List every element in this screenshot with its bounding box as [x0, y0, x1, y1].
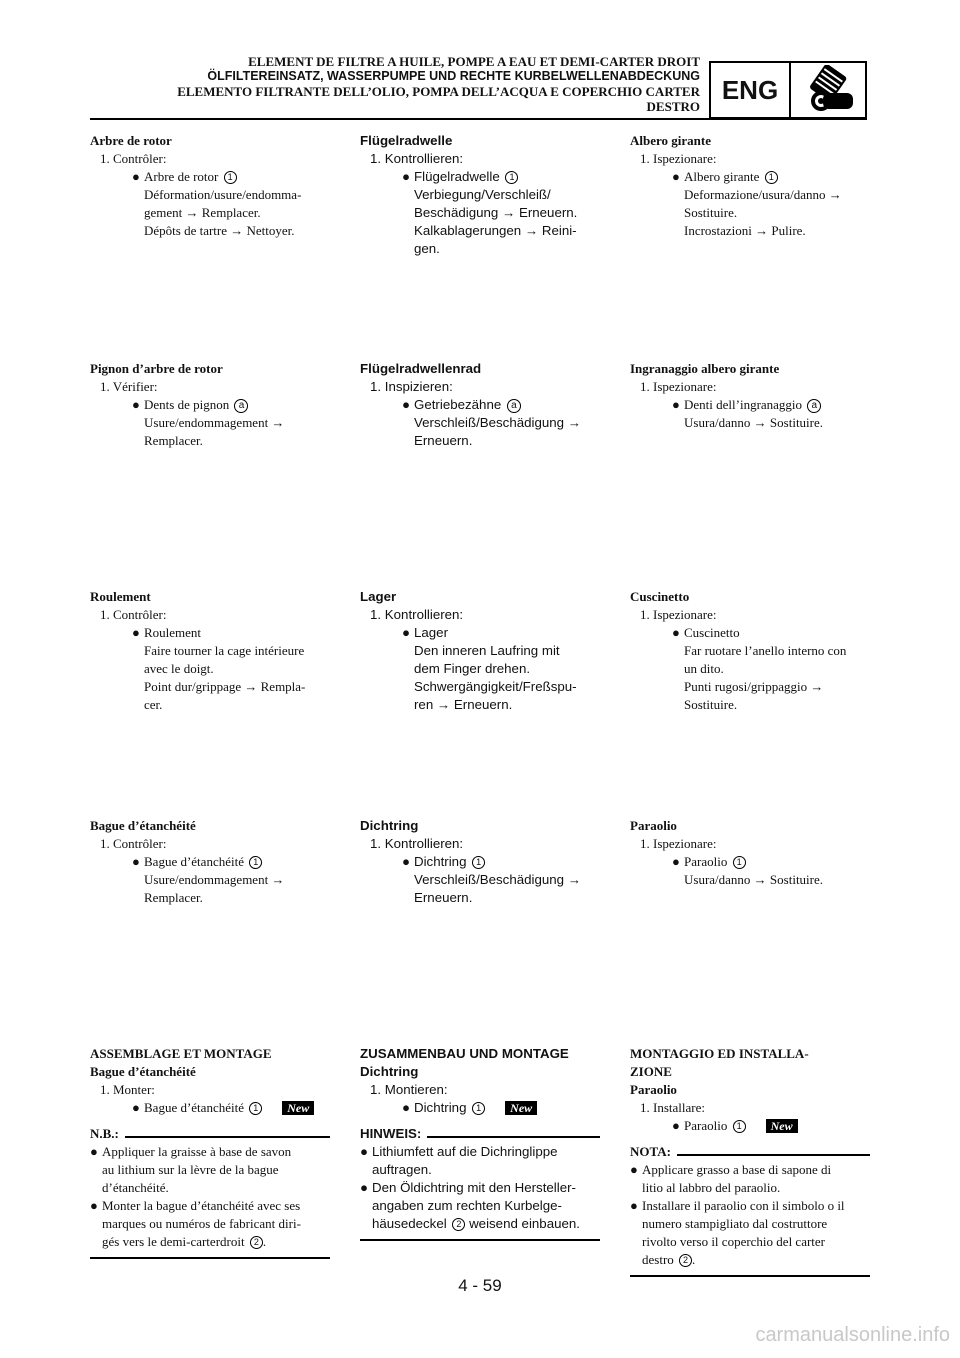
eng-section-badge — [709, 61, 867, 119]
bullet-item: ● Paraolio 1 New — [630, 1117, 870, 1135]
section-title-cont: ZIONE — [630, 1064, 672, 1079]
section-subtitle: Dichtring — [360, 1064, 419, 1079]
new-part-badge: New — [766, 1119, 798, 1133]
step: 1. Contrôler: — [100, 836, 167, 851]
step: 1. Monter: — [100, 1082, 155, 1097]
section-title: Flügelradwellenrad — [360, 361, 482, 376]
header-title-de: ÖLFILTEREINSATZ, WASSERPUMPE UND RECHTE KURBELWELLENABDECKUNG — [207, 69, 700, 83]
step: 1. Kontrollieren: — [370, 836, 464, 851]
bullet-icon: ● — [132, 397, 140, 412]
bullet-icon: ● — [132, 169, 140, 184]
note-header: NOTA: — [630, 1143, 870, 1161]
bullet-item: ● Lager — [402, 625, 449, 640]
it-section-oil-seal: Paraolio 1. Ispezionare: ● Paraolio 1 Usura/danno → Sostituire. — [630, 817, 870, 889]
it-section-impeller-shaft: Albero girante 1. Ispezionare: ● Albero girante 1 Deformazione/usura/danno → Sostituire. Incrostazioni → Pulire. — [630, 132, 870, 240]
bullet-item: ● Bague d’étanchéité 1 New — [90, 1099, 330, 1117]
watermark: carmanualsonline.info — [755, 1324, 950, 1346]
section-title: Albero girante — [630, 133, 711, 148]
new-part-badge: New — [505, 1101, 537, 1115]
section-subtitle: Paraolio — [630, 1082, 677, 1097]
section-title: Pignon d’arbre de rotor — [90, 361, 223, 376]
section-title: Roulement — [90, 589, 151, 604]
step: 1. Ispezionare: — [640, 379, 717, 394]
callout-2-icon: 2 — [679, 1254, 692, 1267]
page-header — [60, 54, 700, 114]
fr-section-rotor-gear: Pignon d’arbre de rotor 1. Vérifier: ● Dents de pignon a Usure/endommagement → Remplacer. — [90, 360, 330, 450]
bullet-item: ● Bague d’étanchéité 1 — [90, 853, 330, 871]
step: 1. Installare: — [640, 1100, 705, 1115]
step: 1. Ispezionare: — [640, 836, 717, 851]
callout-1-icon: 1 — [505, 171, 518, 184]
de-section-impeller-shaft: Flügelradwelle 1. Kontrollieren: ● Flügelradwelle 1 Verbiegung/Verschleiß/ Beschädigung → Erneuern. Kalkablagerungen → Reini- gen. — [360, 132, 600, 258]
bullet-item: ● Flügelradwelle 1 — [360, 168, 600, 186]
bullet-icon: ● — [132, 625, 140, 640]
it-section-impeller-gear: Ingranaggio albero girante 1. Ispezionare: ● Denti dell’ingranaggio a Usura/danno → Sostituire. — [630, 360, 870, 432]
note-item: ● Monter la bague d’étanchéité avec ses — [90, 1198, 301, 1213]
step: 1. Montieren: — [370, 1082, 448, 1097]
bullet-icon: ● — [672, 625, 680, 640]
callout-a-icon: a — [234, 399, 248, 413]
engine-wrench-icon — [791, 63, 865, 117]
callout-1-icon: 1 — [249, 856, 262, 869]
callout-1-icon: 1 — [224, 171, 237, 184]
bullet-icon: ● — [402, 397, 411, 412]
step: 1. Contrôler: — [100, 607, 167, 622]
bullet-icon: ● — [402, 169, 411, 184]
bullet-item: ● Paraolio 1 — [630, 853, 870, 871]
bullet-item: ● Arbre de rotor 1 — [90, 168, 330, 186]
bullet-item: ● Dichtring 1 New — [360, 1099, 600, 1117]
section-title: Cuscinetto — [630, 589, 690, 604]
fr-section-oil-seal: Bague d’étanchéité 1. Contrôler: ● Bague d’étanchéité 1 Usure/endommagement → Remplacer. — [90, 817, 330, 907]
step: 1. Ispezionare: — [640, 151, 717, 166]
bullet-item: ● Getriebezähne a — [360, 396, 600, 414]
bullet-item: ● Cuscinetto — [672, 625, 740, 640]
section-title: ZUSAMMENBAU UND MONTAGE — [360, 1046, 569, 1061]
de-section-assembly: ZUSAMMENBAU UND MONTAGE Dichtring 1. Montieren: ● Dichtring 1 New HINWEIS: ● Lithiumfett auf die Dichringlippe auftragen. ● Den Öldichtring mit den Hersteller- angaben zum rechten Kurbelge- häusedeckel 2 weisend einbauen. — [360, 1045, 600, 1241]
note-item: ● Den Öldichtring mit den Hersteller- — [360, 1180, 576, 1195]
note-end-rule — [90, 1257, 330, 1259]
section-title: MONTAGGIO ED INSTALLA- — [630, 1046, 809, 1061]
note-end-rule — [360, 1239, 600, 1241]
note-item: ● Appliquer la graisse à base de savon — [90, 1144, 292, 1159]
bullet-icon: ● — [672, 854, 680, 869]
step: 1. Kontrollieren: — [370, 607, 464, 622]
section-title: Ingranaggio albero girante — [630, 361, 780, 376]
de-section-oil-seal: Dichtring 1. Kontrollieren: ● Dichtring 1 Verschleiß/Beschädigung → Erneuern. — [360, 817, 600, 907]
section-title: Lager — [360, 589, 397, 604]
section-title: Arbre de rotor — [90, 133, 172, 148]
note-item: ● Lithiumfett auf die Dichringlippe — [360, 1144, 558, 1159]
bullet-icon: ● — [672, 1118, 680, 1133]
header-rule — [90, 118, 867, 120]
callout-1-icon: 1 — [472, 856, 485, 869]
header-title-it-cont: DESTRO — [646, 99, 700, 114]
it-section-assembly: MONTAGGIO ED INSTALLA- ZIONE Paraolio 1. Installare: ● Paraolio 1 New NOTA: ● Applicare grasso a base di sapone di litio al labbro del paraolio. ● Installare il paraolio con il simbolo o il numero stampigliato dal costruttore rivolto verso il coperchio del carter destro 2 . — [630, 1045, 870, 1277]
section-title: Flügelradwelle — [360, 133, 453, 148]
callout-1-icon: 1 — [765, 171, 778, 184]
de-section-bearing: Lager 1. Kontrollieren: ● Lager Den inneren Laufring mit dem Finger drehen. Schwergängigkeit/Freßspu- ren → Erneuern. — [360, 588, 600, 714]
bullet-icon: ● — [672, 397, 680, 412]
bullet-item: ● Roulement — [132, 625, 202, 640]
note-header: N.B.: — [90, 1125, 330, 1143]
de-section-impeller-gear: Flügelradwellenrad 1. Inspizieren: ● Getriebezähne a Verschleiß/Beschädigung → Erneuern. — [360, 360, 600, 450]
header-title-fr: ELEMENT DE FILTRE A HUILE, POMPE A EAU ET DEMI-CARTER DROIT — [248, 54, 700, 69]
section-title: Dichtring — [360, 818, 419, 833]
step: 1. Kontrollieren: — [370, 151, 464, 166]
it-section-bearing: Cuscinetto 1. Ispezionare: ● Cuscinetto Far ruotare l’anello interno con un dito. Punti rugosi/grippaggio → Sostituire. — [630, 588, 870, 714]
fr-section-assembly: ASSEMBLAGE ET MONTAGE Bague d’étanchéité 1. Monter: ● Bague d’étanchéité 1 New N.B.: ● Appliquer la graisse à base de savon au lithium sur la lèvre de la bague d’étanchéité. ● Monter la bague d’étanchéité avec ses marques ou numéros de fabricant diri- gés vers le demi-carterdroit 2 . — [90, 1045, 330, 1259]
callout-2-icon: 2 — [250, 1236, 263, 1249]
step: 1. Inspizieren: — [370, 379, 453, 394]
eng-label: ENG — [711, 63, 791, 117]
section-subtitle: Bague d’étanchéité — [90, 1064, 196, 1079]
fr-section-rotor-shaft: Arbre de rotor 1. Contrôler: ● Arbre de rotor 1 Déformation/usure/endomma- gement → Remplacer. Dépôts de tartre → Nettoyer. — [90, 132, 330, 240]
section-title: Paraolio — [630, 818, 677, 833]
note-item: ● Applicare grasso a base di sapone di — [630, 1162, 832, 1177]
callout-2-icon: 2 — [452, 1218, 465, 1231]
bullet-icon: ● — [402, 1100, 411, 1115]
page-number: 4 - 59 — [458, 1276, 502, 1295]
fr-section-bearing: Roulement 1. Contrôler: ● Roulement Faire tourner la cage intérieure avec le doigt. Point dur/grippage → Rempla- cer. — [90, 588, 330, 714]
section-title: ASSEMBLAGE ET MONTAGE — [90, 1046, 272, 1061]
step: 1. Contrôler: — [100, 151, 167, 166]
note-header: HINWEIS: — [360, 1125, 600, 1143]
bullet-icon: ● — [402, 854, 411, 869]
new-part-badge: New — [282, 1101, 314, 1115]
callout-a-icon: a — [507, 399, 521, 413]
section-title: Bague d’étanchéité — [90, 818, 196, 833]
note-item: ● Installare il paraolio con il simbolo o il — [630, 1198, 845, 1213]
callout-1-icon: 1 — [472, 1102, 485, 1115]
callout-1-icon: 1 — [733, 856, 746, 869]
callout-1-icon: 1 — [249, 1102, 262, 1115]
bullet-icon: ● — [132, 1100, 140, 1115]
bullet-icon: ● — [672, 169, 680, 184]
callout-a-icon: a — [807, 399, 821, 413]
header-title-it: ELEMENTO FILTRANTE DELL’OLIO, POMPA DELL’ACQUA E COPERCHIO CARTER — [177, 84, 700, 99]
callout-1-icon: 1 — [733, 1120, 746, 1133]
step: 1. Vérifier: — [100, 379, 158, 394]
bullet-icon: ● — [132, 854, 140, 869]
bullet-item: ● Denti dell’ingranaggio a — [630, 396, 870, 414]
bullet-item: ● Dichtring 1 — [360, 853, 600, 871]
step: 1. Ispezionare: — [640, 607, 717, 622]
bullet-icon: ● — [402, 625, 411, 640]
bullet-item: ● Albero girante 1 — [630, 168, 870, 186]
bullet-item: ● Dents de pignon a — [90, 396, 330, 414]
